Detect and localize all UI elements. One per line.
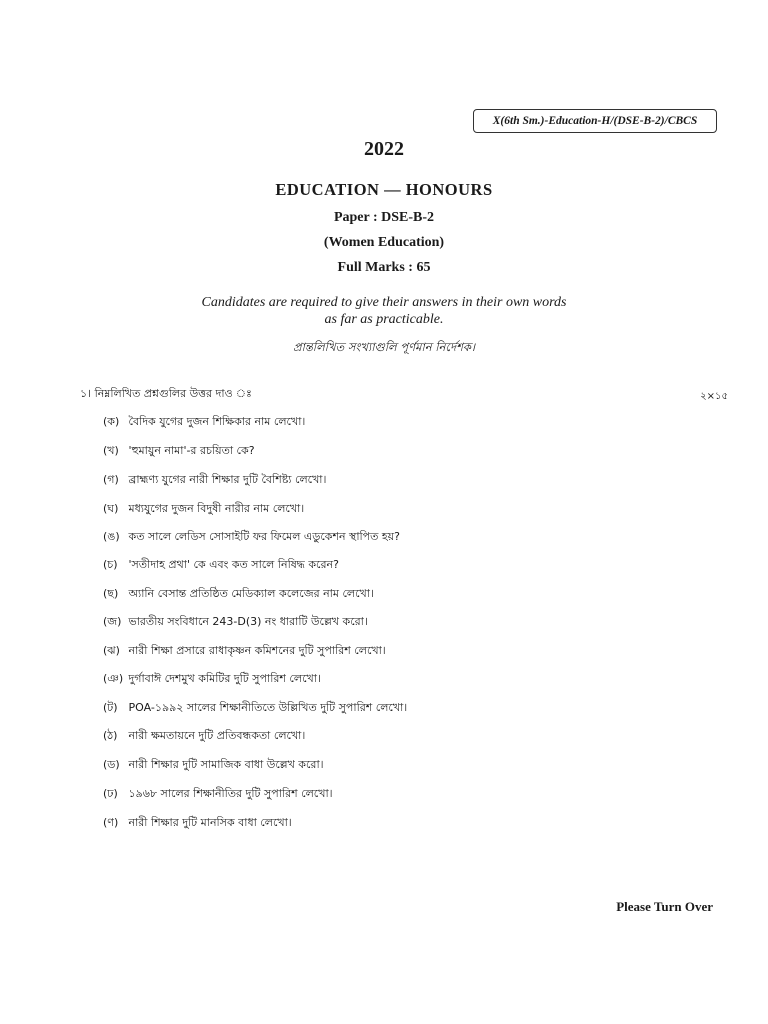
- sub-question-text: POA-১৯৯২ সালের শিক্ষানীতিতে উল্লিখিত দুটি সুপারিশ লেখো।: [128, 701, 408, 714]
- sub-question-text: ব্রাহ্মণ্য যুগের নারী শিক্ষার দুটি বৈশিষ্ট্য লেখো।: [128, 473, 327, 486]
- sub-question-text: নারী শিক্ষা প্রসারে রাধাকৃষ্ণন কমিশনের দুটি সুপারিশ লেখো।: [128, 644, 386, 657]
- sub-question: [103, 585, 374, 604]
- instruction-line-2: as far as practicable.: [324, 312, 444, 327]
- instructions: [0, 294, 768, 328]
- sub-question-text: 'হুমায়ুন নামা'-র রচয়িতা কে?: [128, 444, 255, 457]
- sub-question-label: (ণ): [103, 816, 119, 829]
- sub-question: [103, 500, 304, 519]
- sub-question-label: (গ): [103, 473, 119, 486]
- sub-question: [103, 413, 305, 432]
- sub-question-text: মধ্যযুগের দুজন বিদুষী নারীর নাম লেখো।: [128, 502, 305, 515]
- sub-question-label: (খ): [103, 444, 119, 457]
- sub-question: [103, 699, 407, 718]
- question-marks: ২×১৫: [700, 391, 728, 402]
- exam-year: 2022: [364, 138, 404, 160]
- sub-question-label: (ঝ): [103, 644, 120, 657]
- sub-question-label: (ট): [103, 701, 118, 714]
- sub-question: [103, 471, 326, 490]
- sub-question-label: (ক): [103, 415, 120, 428]
- sub-question-label: (চ): [103, 558, 118, 571]
- paper-code-box: X(6th Sm.)-Education-H/(DSE-B-2)/CBCS: [473, 109, 717, 133]
- sub-question-label: (ঢ): [103, 787, 118, 800]
- sub-question-text: দুর্গাবাঈ দেশমুখ কমিটির দুটি সুপারিশ লেখো।: [128, 672, 321, 685]
- sub-question: [103, 756, 324, 775]
- sub-question-text: কত সালে লেডিস সোসাইটি ফর ফিমেল এডুকেশন স্থাপিত হয়?: [128, 530, 400, 543]
- sub-question-label: (ঘ): [103, 502, 119, 515]
- paper-code: Paper : DSE-B-2: [333, 210, 435, 225]
- sub-question-text: নারী শিক্ষার দুটি মানসিক বাধা লেখো।: [128, 816, 292, 829]
- sub-question: [103, 642, 386, 661]
- sub-question-label: (ড): [103, 758, 120, 771]
- sub-question-text: অ্যানি বেসান্ত প্রতিষ্ঠিত মেডিক্যাল কলেজের নাম লেখো।: [128, 587, 374, 600]
- paper-topic: (Women Education): [323, 235, 445, 250]
- please-turn-over: Please Turn Over: [616, 899, 713, 914]
- sub-question: [103, 613, 368, 632]
- sub-question: [103, 556, 339, 575]
- sub-question-label: (ঙ): [103, 530, 120, 543]
- sub-question: [103, 785, 333, 804]
- subject-title: EDUCATION — HONOURS: [275, 180, 493, 199]
- sub-question-label: (ছ): [103, 587, 119, 600]
- sub-question: [103, 727, 305, 746]
- sub-question: [103, 442, 255, 461]
- sub-question-text: নারী ক্ষমতায়নে দুটি প্রতিবন্ধকতা লেখো।: [128, 729, 306, 742]
- question-text: নিম্নলিখিত প্রশ্নগুলির উত্তর দাও ঃ: [94, 387, 252, 400]
- sub-question-text: ভারতীয় সংবিধানে 243-D(3) নং ধারাটি উল্লেখ করো।: [128, 615, 368, 628]
- sub-question: [103, 814, 292, 833]
- sub-question-text: নারী শিক্ষার দুটি সামাজিক বাধা উল্লেখ করো।: [128, 758, 324, 771]
- sub-question: [103, 670, 321, 689]
- sub-question-label: (ঠ): [103, 729, 118, 742]
- sub-question-text: 'সতীদাহ প্রথা' কে এবং কত সালে নিষিদ্ধ করেন?: [128, 558, 339, 571]
- question-number: ১।: [80, 387, 92, 400]
- sub-question-text: ১৯৬৮ সালের শিক্ষানীতির দুটি সুপারিশ লেখো।: [128, 787, 333, 800]
- instruction-bengali: প্রান্তলিখিত সংখ্যাগুলি পূর্ণমান নির্দেশক।: [292, 340, 476, 354]
- sub-question-label: (ঞ): [103, 672, 124, 685]
- full-marks: Full Marks : 65: [337, 260, 431, 275]
- question-1-heading: [80, 385, 252, 404]
- instruction-line-1: Candidates are required to give their answers in their own words: [201, 295, 567, 310]
- sub-question: [103, 528, 400, 547]
- sub-question-text: বৈদিক যুগের দুজন শিক্ষিকার নাম লেখো।: [128, 415, 306, 428]
- sub-question-label: (জ): [103, 615, 122, 628]
